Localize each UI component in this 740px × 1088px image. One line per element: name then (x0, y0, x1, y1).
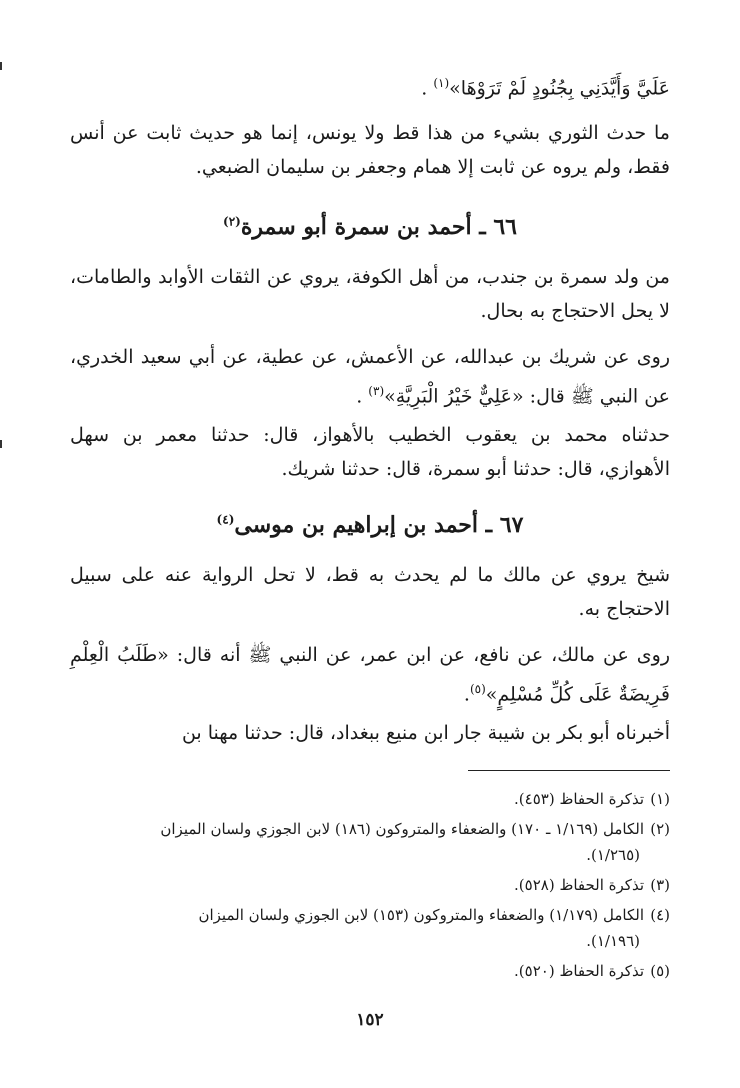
entry-67-narration: روى عن مالك، عن نافع، عن ابن عمر، عن النبي ﷺ أنه قال: «طَلَبُ الْعِلْمِ فَرِيضَةٌ عَلَى كُلِّ مُسْلِمٍ»$^{(٥)}$. (70, 644, 671, 706)
hadith-continuation: عَلَيَّ وَأَيَّدَنِي بِجُنُودٍ لَمْ تَرَوْهَا»$^{(١)}$ . (421, 76, 670, 100)
footnote-ref: (٤) (216, 512, 235, 527)
entry-66-description: من ولد سمرة بن جندب، من أهل الكوفة، يروي عن الثقات الأوابد والطامات، لا يحل الاحتجاج به بحال. (70, 266, 670, 322)
footnote-ref: (١) (433, 76, 450, 90)
entry-67-chain: أخبرناه أبو بكر بن شيبة جار ابن منيع ببغداد، قال: حدثنا مهنا بن (181, 722, 670, 744)
entry-67-description: شيخ يروي عن مالك ما لم يحدث به قط، لا تحل الرواية عنه على سبيل الاحتجاج به. (70, 564, 670, 620)
entry-66-chain: حدثناه محمد بن يعقوب الخطيب بالأهواز، قال: حدثنا معمر بن سهل الأهوازي، قال: حدثنا أبو سمرة، قال: حدثنا شريك. (70, 424, 670, 480)
entry-66-heading: ٦٦ ـ أحمد بن سمرة أبو سمرة$^{(٢)}$ (223, 214, 517, 240)
footnote-separator (468, 770, 670, 771)
footnote-2: (٢)الكامل (١/١٦٩ ـ ١٧٠) والضعفاء والمتروكون (١٨٦) لابن الجوزي ولسان الميزان (١/٢٦٥). (160, 820, 670, 864)
footnote-1: (١)تذكرة الحفاظ (٤٥٣). (514, 790, 670, 808)
entry-66-narration: روى عن شريك بن عبدالله، عن الأعمش، عن عطية، عن أبي سعيد الخدري، عن النبي ﷺ قال: «عَلِيٌّ خَيْرُ الْبَرِيَّةِ»$^{(٣)}$ . (70, 346, 670, 408)
page-number: ١٥٢ (356, 1010, 384, 1030)
scan-mark (0, 440, 2, 448)
footnote-3: (٣)تذكرة الحفاظ (٥٢٨). (514, 876, 670, 894)
footnote-ref: (٣) (368, 384, 385, 398)
footnote-ref: (٥) (469, 682, 486, 696)
entry-67-heading: ٦٧ ـ أحمد بن إبراهيم بن موسى$^{(٤)}$ (216, 512, 524, 538)
scan-mark (0, 62, 2, 70)
footnote-ref: (٢) (223, 214, 241, 229)
footnote-5: (٥)تذكرة الحفاظ (٥٢٠). (514, 962, 670, 980)
footnote-4: (٤)الكامل (١/١٧٩) والضعفاء والمتروكون (١٥٣) لابن الجوزي ولسان الميزان (١/١٩٦). (198, 906, 670, 950)
commentary-paragraph: ما حدث الثوري بشيء من هذا قط ولا يونس، إنما هو حديث ثابت عن أنس فقط، ولم يروه عن ثابت إلا همام وجعفر بن سليمان الضبعي. (70, 122, 670, 178)
